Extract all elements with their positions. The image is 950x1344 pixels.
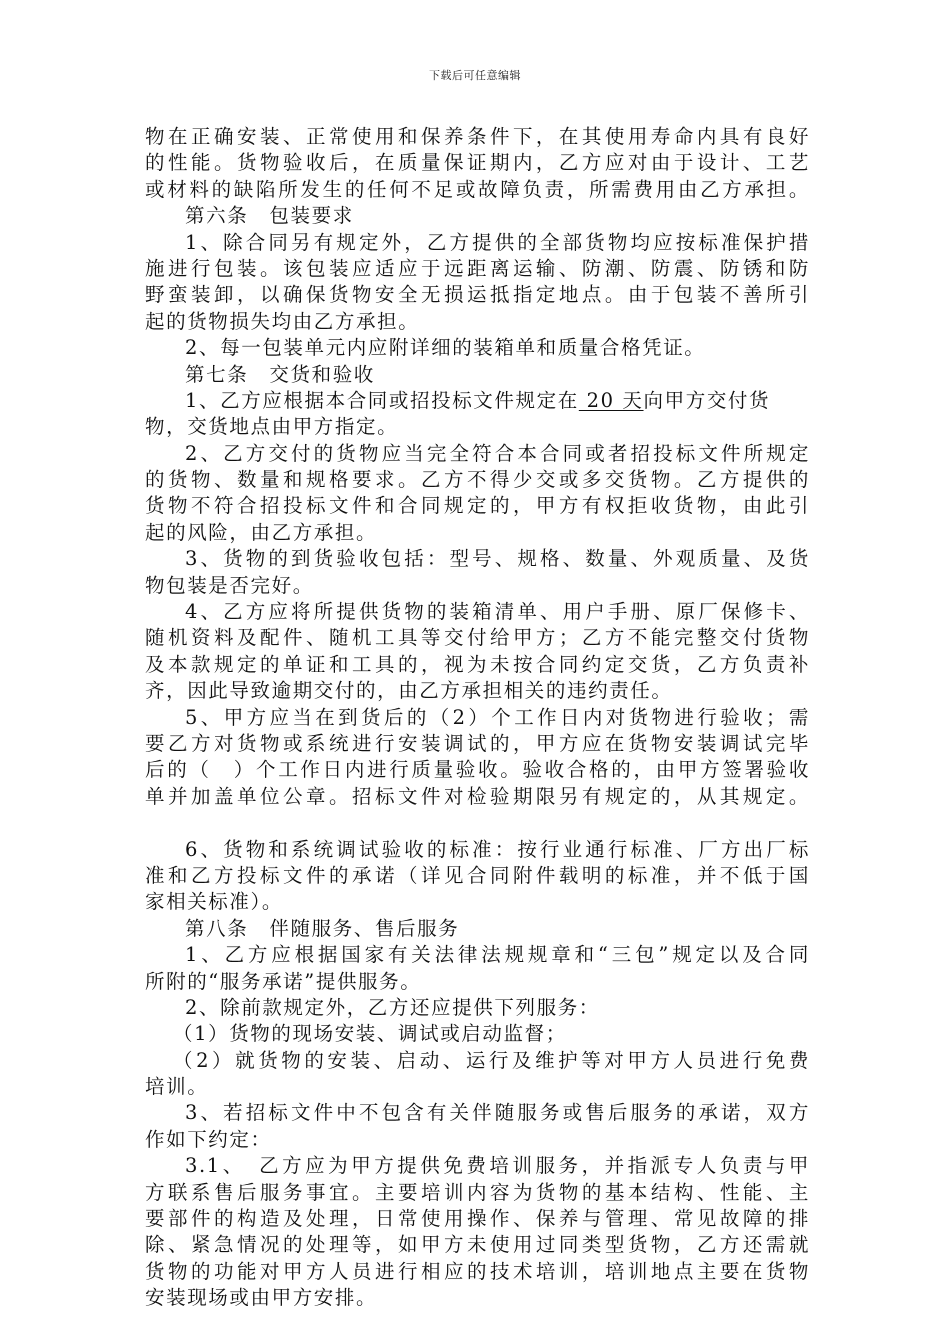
paragraph-line: 6、货物和系统调试验收的标准：按行业通行标准、厂方出厂标 — [185, 837, 810, 861]
paragraph-line: 作如下约定： — [145, 1127, 272, 1151]
paragraph-line: 方联系售后服务事宜。主要培训内容为货物的基本结构、性能、主 — [145, 1180, 810, 1204]
paragraph-line: 除、紧急情况的处理等，如甲方未使用过同类型货物，乙方还需就 — [145, 1233, 810, 1257]
paragraph-line: 家相关标准）。 — [145, 890, 283, 914]
paragraph-line: 2、乙方交付的货物应当完全符合本合同或者招投标文件所规定 — [185, 441, 810, 465]
paragraph-line: 5、甲方应当在到货后的（2）个工作日内对货物进行验收；需 — [185, 705, 810, 729]
paragraph-line: 1、除合同另有规定外，乙方提供的全部货物均应按标准保护措 — [185, 230, 810, 254]
paragraph-line: 单并加盖单位公章。招标文件对检验期限另有规定的，从其规定。 — [145, 784, 810, 808]
paragraph-line: 起的风险，由乙方承担。 — [145, 520, 378, 544]
paragraph-line: 后的（ ）个工作日内进行质量验收。验收合格的，由甲方签署验收 — [145, 758, 810, 782]
document-body — [145, 124, 810, 1312]
paragraph-line: 齐，因此导致逾期交付的，由乙方承担相关的违约责任。 — [145, 679, 673, 703]
paragraph-line-delivery-days — [145, 388, 810, 414]
delivery-days-underlined: 20 天 — [578, 388, 644, 412]
paragraph-line: 随机资料及配件、随机工具等交付给甲方；乙方不能完整交付货物 — [145, 626, 810, 650]
paragraph-line: 培训。 — [145, 1075, 209, 1099]
paragraph-line: 及本款规定的单证和工具的，视为未按合同约定交货，乙方负责补 — [145, 652, 810, 676]
paragraph-line: 2、每一包装单元内应附详细的装箱单和质量合格凭证。 — [185, 336, 706, 360]
paragraph-line: 准和乙方投标文件的承诺（详见合同附件载明的标准，并不低于国 — [145, 863, 810, 887]
paragraph-line: 3、若招标文件中不包含有关伴随服务或售后服务的承诺，双方 — [185, 1101, 810, 1125]
paragraph-line: 起的货物损失均由乙方承担。 — [145, 309, 420, 333]
blank-line — [145, 810, 810, 836]
paragraph-line: 的性能。货物验收后，在质量保证期内，乙方应对由于设计、工艺 — [145, 151, 810, 175]
paragraph-line: 施进行包装。该包装应适应于远距离运输、防潮、防震、防锈和防 — [145, 256, 810, 280]
delivery-text-start: 1、乙方应根据本合同或招投标文件规定在 — [185, 388, 579, 412]
paragraph-line: 3.1、 乙方应为甲方提供免费培训服务，并指派专人负责与甲 — [185, 1154, 810, 1178]
list-item: （1）货物的现场安装、调试或启动监督； — [173, 1022, 567, 1046]
paragraph-line: 物，交货地点由甲方指定。 — [145, 415, 399, 439]
paragraph-line: 物在正确安装、正常使用和保养条件下，在其使用寿命内具有良好 — [145, 125, 810, 148]
paragraph-line: 物包装是否完好。 — [145, 573, 314, 597]
paragraph-line: 货物的功能对甲方人员进行相应的技术培训，培训地点主要在货物 — [145, 1259, 810, 1283]
section-heading-article-6: 第六条 包装要求 — [185, 204, 354, 228]
paragraph-line: 4、乙方应将所提供货物的装箱清单、用户手册、原厂保修卡、 — [185, 600, 810, 624]
paragraph-line: 2、除前款规定外，乙方还应提供下列服务： — [185, 995, 600, 1019]
list-item: （2）就货物的安装、启动、运行及维护等对甲方人员进行免费 — [173, 1048, 810, 1072]
paragraph-line: 3、货物的到货验收包括：型号、规格、数量、外观质量、及货 — [185, 547, 810, 571]
paragraph-line: 要乙方对货物或系统进行安装调试的，甲方应在货物安装调试完毕 — [145, 731, 810, 755]
paragraph-line: 货物不符合招投标文件和合同规定的，甲方有权拒收货物，由此引 — [145, 494, 810, 518]
paragraph-line: 或材料的缺陷所发生的任何不足或故障负责，所需费用由乙方承担。 — [145, 177, 810, 201]
paragraph-line: 的货物、数量和规格要求。乙方不得少交或多交货物。乙方提供的 — [145, 468, 810, 492]
paragraph-line: 野蛮装卸，以确保货物安全无损运抵指定地点。由于包装不善所引 — [145, 283, 810, 307]
delivery-text-end: 向甲方交付货 — [643, 388, 771, 412]
paragraph-line: 要部件的构造及处理，日常使用操作、保养与管理、常见故障的排 — [145, 1207, 810, 1231]
section-heading-article-7: 第七条 交货和验收 — [185, 362, 375, 386]
page-header: 下载后可任意编辑 — [429, 69, 521, 82]
paragraph-line: 安装现场或由甲方安排。 — [145, 1286, 378, 1310]
section-heading-article-8: 第八条 伴随服务、售后服务 — [185, 916, 460, 940]
paragraph-line: 所附的“服务承诺”提供服务。 — [145, 969, 422, 993]
paragraph-line: 1、乙方应根据国家有关法律法规规章和“三包”规定以及合同 — [185, 943, 810, 967]
